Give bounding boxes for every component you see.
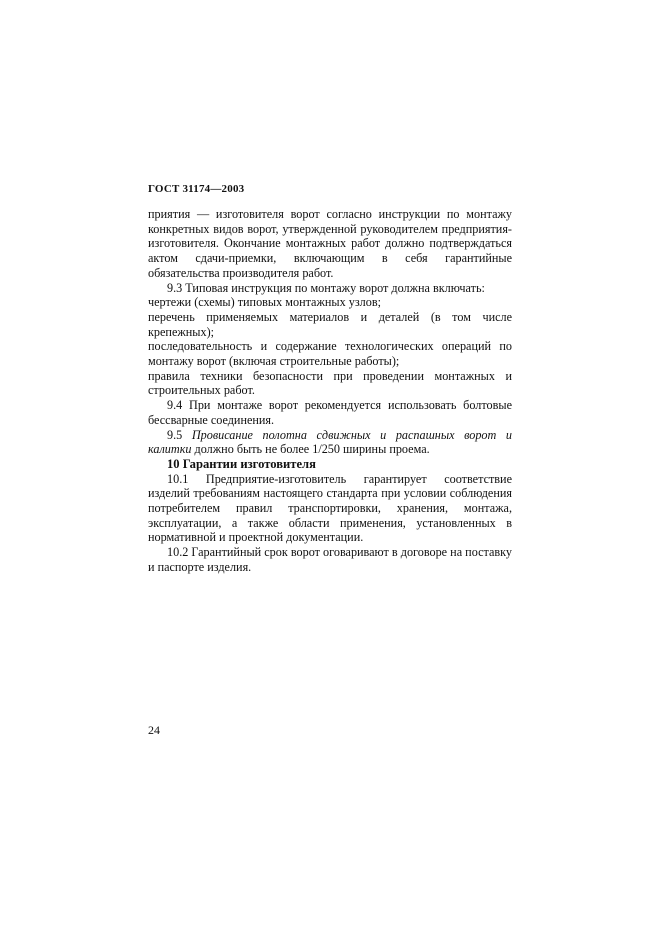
paragraph-9-3: 9.3 Типовая инструкция по монтажу ворот должна включать: [167, 280, 485, 295]
list-item-materials: перечень применяемых материалов и деталей (в том числе крепежных); [148, 309, 512, 339]
paragraph-continuation: приятия — изготовителя ворот согласно инструкции по монтажу конкретных видов ворот, утвержденной руководителем предприятия-изготовителя. Окончание монтажных работ должно подтверждаться актом сдачи-приемки, включающим в себя гарантийные обязательства производителя работ. [148, 207, 512, 280]
page-number: 24 [148, 723, 160, 737]
list-item-safety: правила техники безопасности при проведении монтажных и строительных работ. [148, 368, 512, 398]
document-header: ГОСТ 31174—2003 [148, 183, 245, 195]
paragraph-9-5 [148, 428, 512, 457]
paragraph-10-1: 10.1 Предприятие-изготовитель гарантирует соответствие изделий требованиям настоящего стандарта при условии соблюдения потребителем правил транспортировки, хранения, монтажа, эксплуатации, а также области применения, установленных в нормативной и проектной документации. [148, 471, 512, 545]
paragraph-10-2: 10.2 Гарантийный срок ворот оговаривают в договоре на поставку и паспорте изделия. [148, 545, 512, 574]
list-item-operations: последовательность и содержание технологических операций по монтажу ворот (включая строительные работы); [148, 339, 512, 369]
paragraph-9-5-italic: Провисание полотна сдвижных и распашных ворот и калитки [148, 427, 513, 457]
section-title: 10 Гарантии изготовителя [167, 456, 316, 471]
paragraph-9-5-lead: 9.5 [167, 427, 192, 442]
paragraph-9-4: 9.4 При монтаже ворот рекомендуется использовать болтовые бессварные соединения. [148, 398, 512, 427]
paragraph-9-5-rest: должно быть не более 1/250 ширины проема. [191, 442, 430, 457]
list-item-drawings: чертежи (схемы) типовых монтажных узлов; [148, 295, 381, 310]
document-body [148, 207, 512, 575]
